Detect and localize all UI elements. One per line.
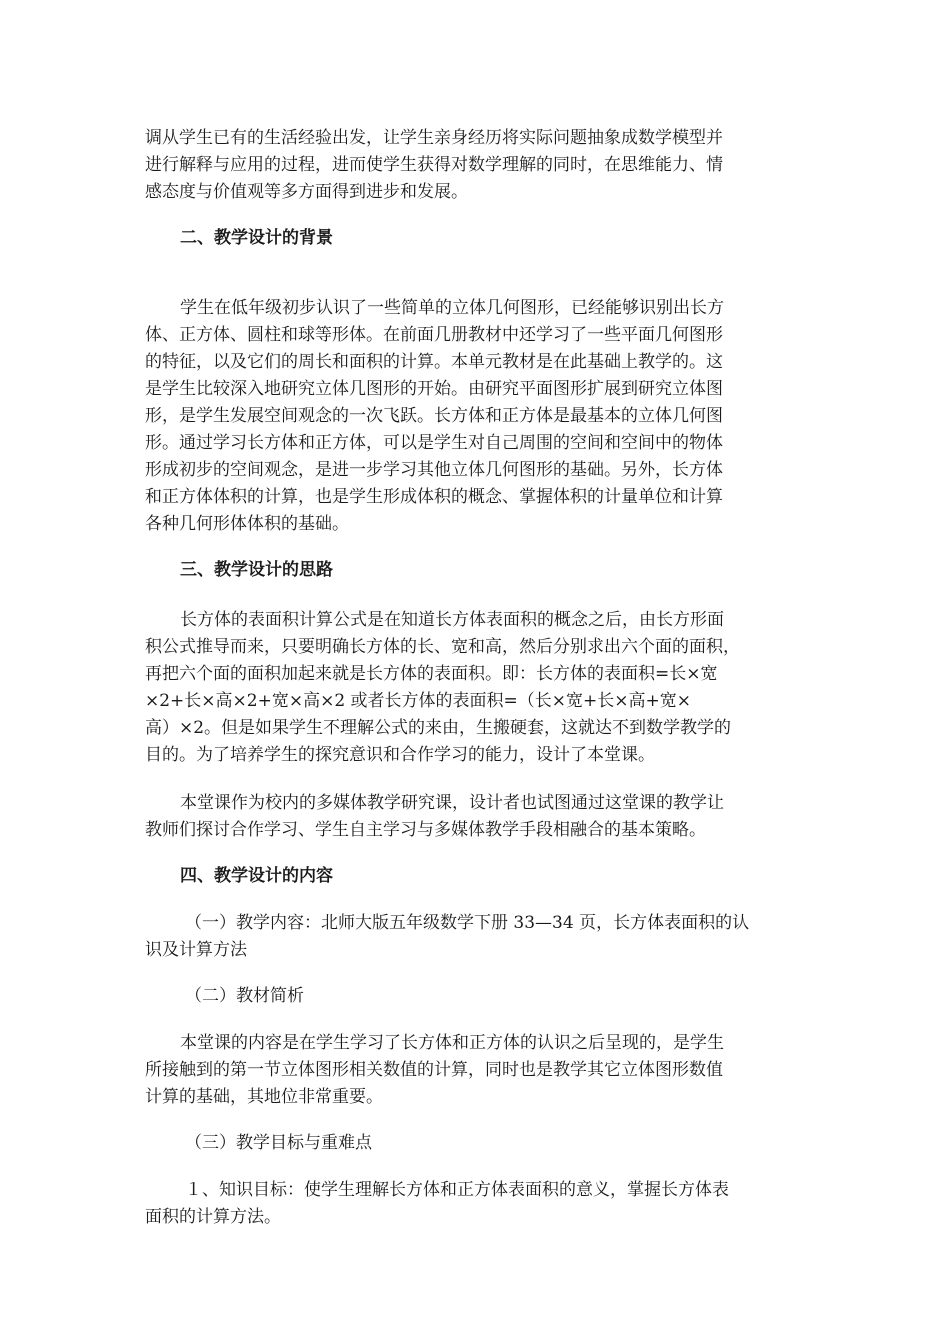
paragraph-line: 目的。为了培养学生的探究意识和合作学习的能力，设计了本堂课。 <box>145 745 655 765</box>
list-item: （三）教学目标与重难点 <box>185 1133 372 1153</box>
paragraph-line: 积公式推导而来，只要明确长方体的长、宽和高，然后分别求出六个面的面积， <box>145 637 740 657</box>
paragraph-line: 计算的基础，其地位非常重要。 <box>145 1087 383 1107</box>
paragraph-line: 所接触到的第一节立体图形相关数值的计算，同时也是教学其它立体图形数值 <box>145 1060 723 1080</box>
list-item: 识及计算方法 <box>145 940 247 960</box>
list-item: （一）教学内容：北师大版五年级数学下册 33—34 页，长方体表面积的认 <box>185 913 750 933</box>
paragraph-line: 面积的计算方法。 <box>145 1207 281 1227</box>
intro-line: 进行解释与应用的过程，进而使学生获得对数学理解的同时，在思维能力、情 <box>145 155 723 175</box>
paragraph-line: 体、正方体、圆柱和球等形体。在前面几册教材中还学习了一些平面几何图形 <box>145 325 723 345</box>
paragraph-line: 的特征，以及它们的周长和面积的计算。本单元教材是在此基础上教学的。这 <box>145 352 723 372</box>
paragraph-line: 形。通过学习长方体和正方体，可以是学生对自己周围的空间和空间中的物体 <box>145 433 723 453</box>
paragraph-line: ×2+长×高×2+宽×高×2 或者长方体的表面积=（长×宽+长×高+宽× <box>145 691 692 711</box>
paragraph-line: 各种几何形体体积的基础。 <box>145 514 349 534</box>
paragraph-line: 是学生比较深入地研究立体几图形的开始。由研究平面图形扩展到研究立体图 <box>145 379 723 399</box>
paragraph-line: 再把六个面的面积加起来就是长方体的表面积。即：长方体的表面积=长×宽 <box>145 664 718 684</box>
paragraph-line: 高）×2。但是如果学生不理解公式的来由，生搬硬套，这就达不到数学教学的 <box>145 718 732 738</box>
paragraph-line: 本堂课的内容是在学生学习了长方体和正方体的认识之后呈现的，是学生 <box>180 1033 724 1053</box>
paragraph-line: 本堂课作为校内的多媒体教学研究课，设计者也试图通过这堂课的教学让 <box>180 793 724 813</box>
paragraph-line: １、知识目标：使学生理解长方体和正方体表面积的意义，掌握长方体表 <box>185 1180 729 1200</box>
intro-line: 感态度与价值观等多方面得到进步和发展。 <box>145 182 468 202</box>
paragraph-line: 学生在低年级初步认识了一些简单的立体几何图形，已经能够识别出长方 <box>180 298 724 318</box>
paragraph-line: 形成初步的空间观念，是进一步学习其他立体几何图形的基础。另外，长方体 <box>145 460 723 480</box>
paragraph-line: 教师们探讨合作学习、学生自主学习与多媒体教学手段相融合的基本策略。 <box>145 820 706 840</box>
list-item: （二）教材简析 <box>185 986 304 1006</box>
paragraph-line: 长方体的表面积计算公式是在知道长方体表面积的概念之后，由长方形面 <box>180 610 724 630</box>
section-heading: 二、教学设计的背景 <box>180 228 333 248</box>
section-heading: 三、教学设计的思路 <box>180 560 333 580</box>
intro-line: 调从学生已有的生活经验出发，让学生亲身经历将实际问题抽象成数学模型并 <box>145 128 723 148</box>
paragraph-line: 形，是学生发展空间观念的一次飞跃。长方体和正方体是最基本的立体几何图 <box>145 406 723 426</box>
paragraph-line: 和正方体体积的计算，也是学生形成体积的概念、掌握体积的计量单位和计算 <box>145 487 723 507</box>
section-heading: 四、教学设计的内容 <box>180 866 333 886</box>
